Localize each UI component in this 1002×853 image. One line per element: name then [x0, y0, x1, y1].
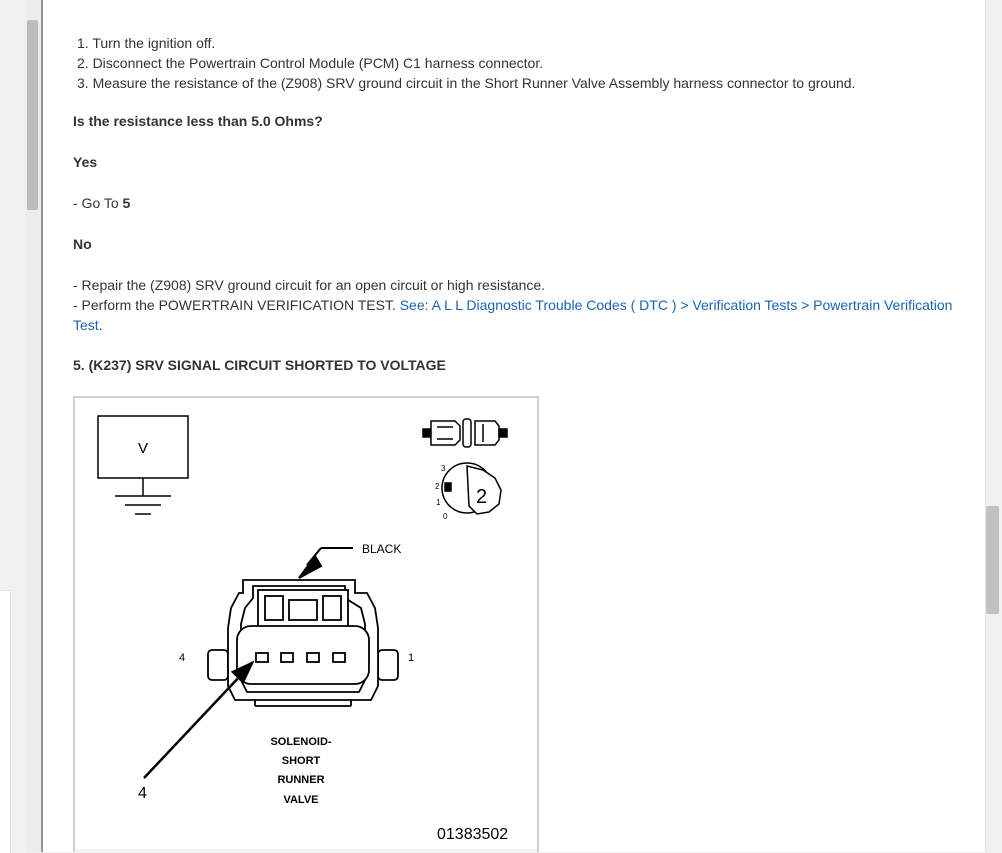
component-label-line: RUNNER	[277, 774, 325, 786]
document-content	[43, 0, 985, 852]
test-question: Is the resistance less than 5.0 Ohms?	[73, 113, 323, 129]
verification-test-link-end[interactable]: Test	[73, 317, 99, 333]
connector-diagram	[73, 396, 539, 852]
component-label-line: SHORT	[281, 755, 321, 767]
pin-cavity-1	[333, 653, 345, 662]
connector-color-label: BLACK	[362, 542, 402, 556]
component-label-line: VALVE	[283, 794, 319, 806]
verification-test-link[interactable]: See: A L L Diagnostic Trouble Codes ( DTC ) > Verification Tests > Powertrain Verification	[399, 297, 953, 313]
go-to-step-number: 5	[122, 195, 131, 211]
verification-text: - Perform the POWERTRAIN VERIFICATION TEST.	[73, 297, 400, 313]
pin-cavity-3	[281, 653, 293, 662]
step-item: 1. Turn the ignition off.	[77, 35, 216, 51]
callout-pin-number: 4	[138, 785, 147, 802]
component-label-line: SOLENOID-	[270, 736, 332, 748]
gutter-panel-edge	[0, 590, 11, 853]
yes-action-text: - Go To	[73, 195, 123, 211]
yes-heading: Yes	[73, 154, 98, 170]
no-repair-action: - Repair the (Z908) SRV ground circuit for an open circuit or high resistance.	[73, 277, 546, 293]
pin-callout-arrow	[144, 663, 252, 778]
step-item: 2. Disconnect the Powertrain Control Module (PCM) C1 harness connector.	[77, 55, 544, 71]
voltmeter-symbol	[98, 416, 188, 514]
ignition-position-1: 1	[436, 498, 441, 507]
pin-cavity-2	[307, 653, 319, 662]
verification-link-continued	[73, 317, 103, 333]
ignition-position-0: 0	[443, 512, 448, 521]
left-scrollbar-thumb[interactable]	[27, 20, 38, 210]
right-scrollbar-track[interactable]	[985, 0, 1002, 852]
no-heading: No	[73, 236, 92, 252]
connector-diagram-svg	[75, 398, 537, 852]
yes-action	[73, 195, 130, 211]
ignition-position-2: 2	[435, 482, 440, 491]
step-item: 3. Measure the resistance of the (Z908) SRV ground circuit in the Short Runner Valve Assembly harness connector to ground.	[77, 75, 856, 91]
meter-label: V	[137, 440, 149, 457]
no-verification-action	[73, 297, 952, 313]
section-5-title: 5. (K237) SRV SIGNAL CIRCUIT SHORTED TO VOLTAGE	[73, 357, 446, 373]
pin-cavity-4	[256, 653, 268, 662]
ignition-selected-position: 2	[476, 486, 488, 508]
ignition-position-3: 3	[441, 464, 446, 473]
procedure-steps	[77, 33, 855, 93]
pin-number-right: 1	[408, 652, 415, 664]
disconnected-connector-icon	[423, 419, 507, 447]
pin-number-left: 4	[179, 652, 186, 664]
ignition-switch-icon	[442, 463, 501, 514]
harness-connector	[208, 580, 398, 706]
figure-id: 01383502	[437, 826, 509, 843]
link-period: .	[98, 317, 103, 333]
color-callout-arrow	[299, 548, 353, 578]
right-scrollbar-thumb[interactable]	[986, 506, 999, 614]
